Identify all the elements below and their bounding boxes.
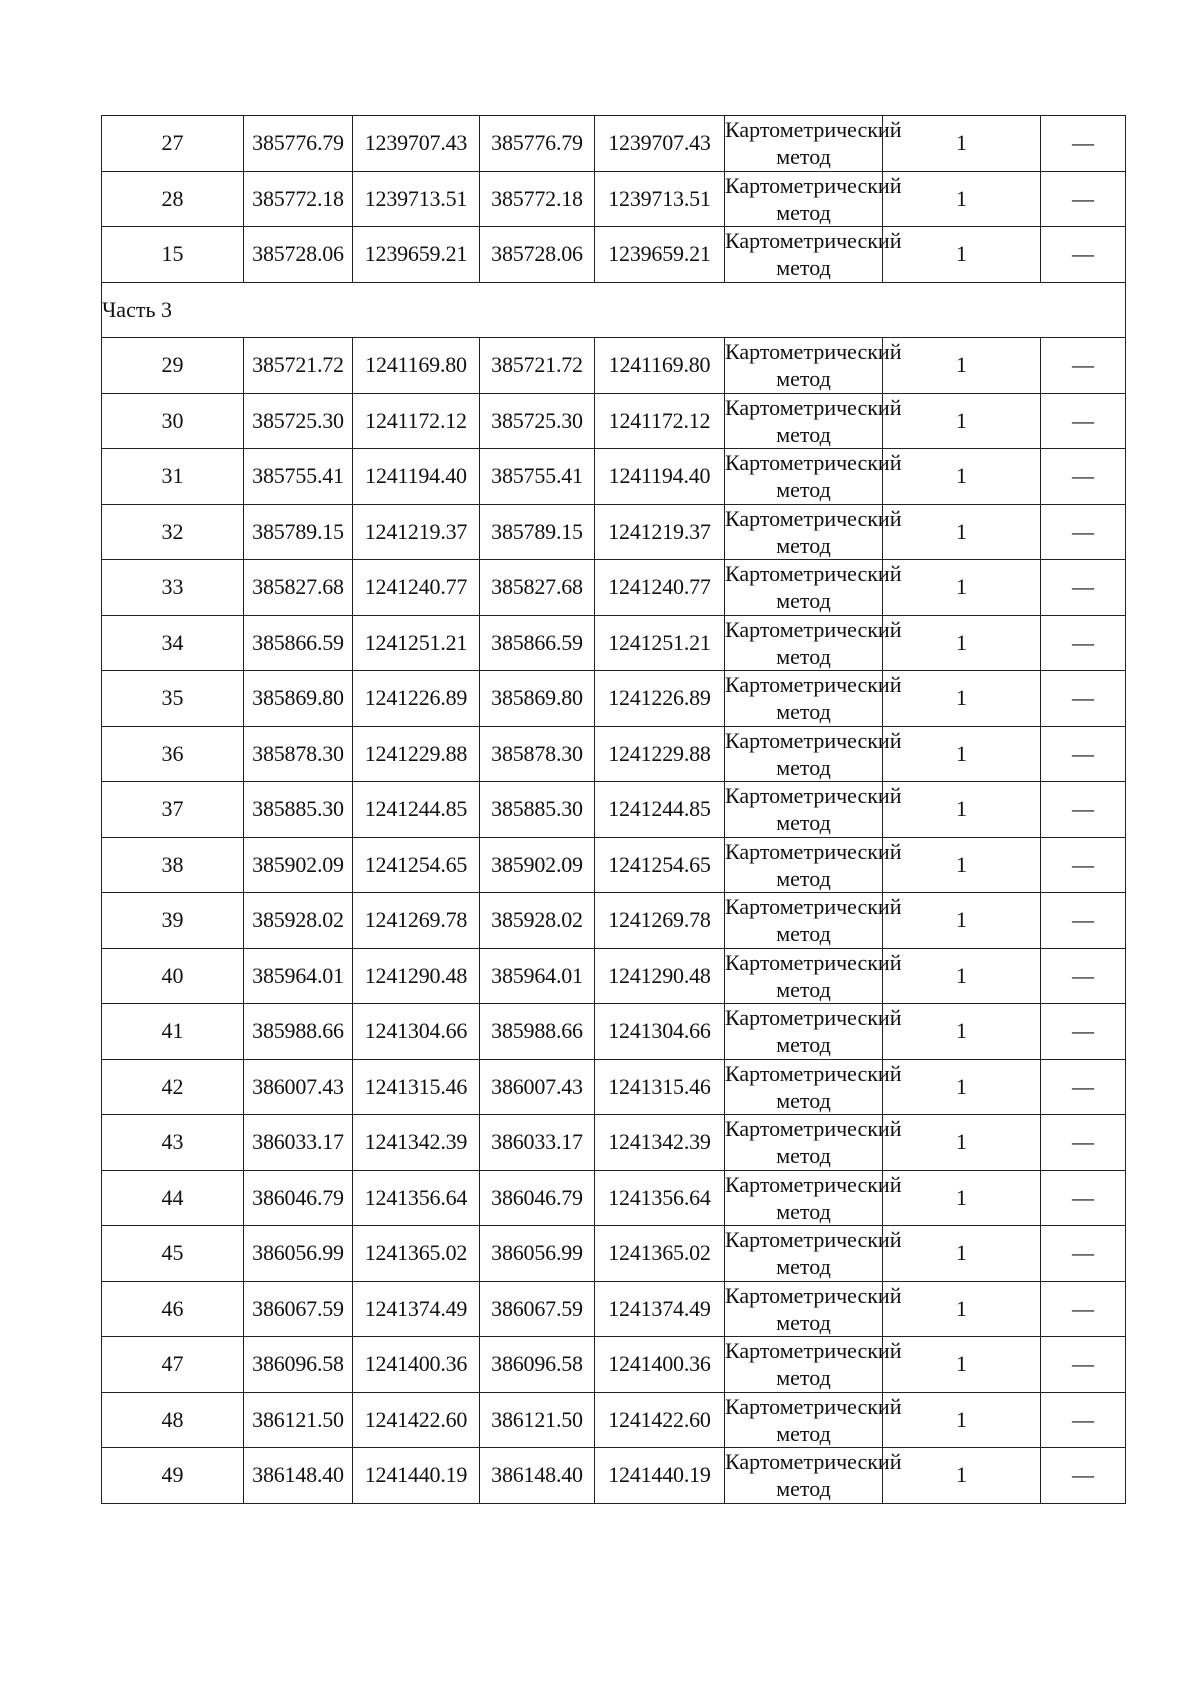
description-cell: — xyxy=(1041,449,1126,505)
point-number-cell: 27 xyxy=(102,116,244,172)
new-y-cell: 1241194.40 xyxy=(595,449,725,505)
accuracy-cell: 1 xyxy=(883,560,1041,616)
description-cell: — xyxy=(1041,1059,1126,1115)
point-number-cell: 34 xyxy=(102,615,244,671)
point-number-cell: 41 xyxy=(102,1004,244,1060)
accuracy-cell: 1 xyxy=(883,615,1041,671)
method-cell: Картометрический метод xyxy=(725,450,902,503)
new-x-cell: 385866.59 xyxy=(480,615,595,671)
point-number-cell: 47 xyxy=(102,1337,244,1393)
table-body-part-3-header xyxy=(102,282,1126,338)
existing-x-cell: 386056.99 xyxy=(244,1226,353,1282)
table-row xyxy=(102,560,1126,616)
method-cell: Картометрический метод xyxy=(725,894,902,947)
point-number-cell: 35 xyxy=(102,671,244,727)
new-x-cell: 385827.68 xyxy=(480,560,595,616)
existing-x-cell: 385964.01 xyxy=(244,948,353,1004)
existing-x-cell: 385721.72 xyxy=(244,338,353,394)
new-x-cell: 385721.72 xyxy=(480,338,595,394)
method-cell: Картометрический метод xyxy=(725,505,902,558)
new-x-cell: 385789.15 xyxy=(480,504,595,560)
method-cell: Картометрический метод xyxy=(725,838,902,891)
point-number-cell: 43 xyxy=(102,1115,244,1171)
point-number-cell: 31 xyxy=(102,449,244,505)
accuracy-cell: 1 xyxy=(883,782,1041,838)
new-y-cell: 1241269.78 xyxy=(595,893,725,949)
new-y-cell: 1241169.80 xyxy=(595,338,725,394)
point-number-cell: 33 xyxy=(102,560,244,616)
method-cell: Картометрический метод xyxy=(725,727,902,780)
new-y-cell: 1241400.36 xyxy=(595,1337,725,1393)
new-x-cell: 386033.17 xyxy=(480,1115,595,1171)
existing-x-cell: 385789.15 xyxy=(244,504,353,560)
existing-y-cell: 1241400.36 xyxy=(353,1337,480,1393)
description-cell: — xyxy=(1041,171,1126,227)
description-cell: — xyxy=(1041,726,1126,782)
table-row xyxy=(102,1226,1126,1282)
table-row xyxy=(102,338,1126,394)
existing-x-cell: 386046.79 xyxy=(244,1170,353,1226)
new-y-cell: 1241304.66 xyxy=(595,1004,725,1060)
point-number-cell: 48 xyxy=(102,1392,244,1448)
table-row xyxy=(102,1392,1126,1448)
new-y-cell: 1241422.60 xyxy=(595,1392,725,1448)
part-label: Часть 3 xyxy=(102,282,1126,338)
table-body-part-a xyxy=(102,116,1126,283)
accuracy-cell: 1 xyxy=(883,338,1041,394)
existing-y-cell: 1241304.66 xyxy=(353,1004,480,1060)
point-number-cell: 49 xyxy=(102,1448,244,1504)
existing-x-cell: 385776.79 xyxy=(244,116,353,172)
method-cell: Картометрический метод xyxy=(725,1227,902,1280)
method-cell: Картометрический метод xyxy=(725,672,902,725)
accuracy-cell: 1 xyxy=(883,1448,1041,1504)
point-number-cell: 44 xyxy=(102,1170,244,1226)
description-cell: — xyxy=(1041,1115,1126,1171)
method-cell: Картометрический метод xyxy=(725,1393,902,1446)
existing-y-cell: 1241356.64 xyxy=(353,1170,480,1226)
accuracy-cell: 1 xyxy=(883,227,1041,283)
description-cell: — xyxy=(1041,227,1126,283)
new-y-cell: 1239713.51 xyxy=(595,171,725,227)
method-cell: Картометрический метод xyxy=(725,1005,902,1058)
method-cell: Картометрический метод xyxy=(725,1282,902,1335)
new-y-cell: 1241440.19 xyxy=(595,1448,725,1504)
point-number-cell: 40 xyxy=(102,948,244,1004)
accuracy-cell: 1 xyxy=(883,1281,1041,1337)
new-y-cell: 1241219.37 xyxy=(595,504,725,560)
new-x-cell: 385988.66 xyxy=(480,1004,595,1060)
description-cell: — xyxy=(1041,1226,1126,1282)
new-y-cell: 1239659.21 xyxy=(595,227,725,283)
new-y-cell: 1241365.02 xyxy=(595,1226,725,1282)
point-number-cell: 39 xyxy=(102,893,244,949)
accuracy-cell: 1 xyxy=(883,116,1041,172)
existing-x-cell: 385827.68 xyxy=(244,560,353,616)
method-cell: Картометрический метод xyxy=(725,949,902,1002)
existing-x-cell: 385755.41 xyxy=(244,449,353,505)
new-y-cell: 1241254.65 xyxy=(595,837,725,893)
new-y-cell: 1241240.77 xyxy=(595,560,725,616)
description-cell: — xyxy=(1041,1448,1126,1504)
new-x-cell: 386096.58 xyxy=(480,1337,595,1393)
existing-x-cell: 385885.30 xyxy=(244,782,353,838)
accuracy-cell: 1 xyxy=(883,671,1041,727)
existing-y-cell: 1241422.60 xyxy=(353,1392,480,1448)
new-x-cell: 385878.30 xyxy=(480,726,595,782)
existing-x-cell: 385928.02 xyxy=(244,893,353,949)
existing-y-cell: 1241226.89 xyxy=(353,671,480,727)
table-row xyxy=(102,504,1126,560)
new-y-cell: 1241315.46 xyxy=(595,1059,725,1115)
new-y-cell: 1241290.48 xyxy=(595,948,725,1004)
new-x-cell: 386056.99 xyxy=(480,1226,595,1282)
method-cell: Картометрический метод xyxy=(725,172,902,225)
new-x-cell: 385776.79 xyxy=(480,116,595,172)
table-row xyxy=(102,837,1126,893)
description-cell: — xyxy=(1041,837,1126,893)
accuracy-cell: 1 xyxy=(883,1392,1041,1448)
new-x-cell: 385928.02 xyxy=(480,893,595,949)
table-row xyxy=(102,227,1126,283)
existing-x-cell: 386148.40 xyxy=(244,1448,353,1504)
existing-y-cell: 1241342.39 xyxy=(353,1115,480,1171)
existing-y-cell: 1239659.21 xyxy=(353,227,480,283)
new-y-cell: 1241342.39 xyxy=(595,1115,725,1171)
new-y-cell: 1241374.49 xyxy=(595,1281,725,1337)
accuracy-cell: 1 xyxy=(883,837,1041,893)
table-row xyxy=(102,671,1126,727)
existing-y-cell: 1241172.12 xyxy=(353,393,480,449)
existing-x-cell: 385878.30 xyxy=(244,726,353,782)
new-x-cell: 386121.50 xyxy=(480,1392,595,1448)
accuracy-cell: 1 xyxy=(883,171,1041,227)
accuracy-cell: 1 xyxy=(883,1059,1041,1115)
existing-y-cell: 1241169.80 xyxy=(353,338,480,394)
table-row xyxy=(102,1059,1126,1115)
description-cell: — xyxy=(1041,893,1126,949)
new-x-cell: 386007.43 xyxy=(480,1059,595,1115)
method-cell: Картометрический метод xyxy=(725,339,902,392)
new-x-cell: 385885.30 xyxy=(480,782,595,838)
table-row xyxy=(102,1170,1126,1226)
description-cell: — xyxy=(1041,782,1126,838)
point-number-cell: 28 xyxy=(102,171,244,227)
description-cell: — xyxy=(1041,1337,1126,1393)
part-label-row xyxy=(102,282,1126,338)
description-cell: — xyxy=(1041,338,1126,394)
new-y-cell: 1241244.85 xyxy=(595,782,725,838)
existing-y-cell: 1241365.02 xyxy=(353,1226,480,1282)
existing-y-cell: 1241240.77 xyxy=(353,560,480,616)
new-x-cell: 386067.59 xyxy=(480,1281,595,1337)
point-number-cell: 15 xyxy=(102,227,244,283)
point-number-cell: 42 xyxy=(102,1059,244,1115)
existing-y-cell: 1241269.78 xyxy=(353,893,480,949)
method-cell: Картометрический метод xyxy=(725,616,902,669)
point-number-cell: 32 xyxy=(102,504,244,560)
new-x-cell: 385755.41 xyxy=(480,449,595,505)
coordinates-table xyxy=(101,115,1126,1504)
new-x-cell: 385772.18 xyxy=(480,171,595,227)
method-cell: Картометрический метод xyxy=(725,1449,902,1502)
new-x-cell: 385964.01 xyxy=(480,948,595,1004)
existing-y-cell: 1241229.88 xyxy=(353,726,480,782)
existing-y-cell: 1241315.46 xyxy=(353,1059,480,1115)
table-row xyxy=(102,1337,1126,1393)
existing-x-cell: 386067.59 xyxy=(244,1281,353,1337)
description-cell: — xyxy=(1041,560,1126,616)
table-row xyxy=(102,726,1126,782)
existing-y-cell: 1239713.51 xyxy=(353,171,480,227)
existing-x-cell: 385772.18 xyxy=(244,171,353,227)
table-row xyxy=(102,393,1126,449)
accuracy-cell: 1 xyxy=(883,504,1041,560)
existing-x-cell: 385866.59 xyxy=(244,615,353,671)
accuracy-cell: 1 xyxy=(883,1337,1041,1393)
description-cell: — xyxy=(1041,504,1126,560)
point-number-cell: 45 xyxy=(102,1226,244,1282)
table-row xyxy=(102,1448,1126,1504)
method-cell: Картометрический метод xyxy=(725,1338,902,1391)
accuracy-cell: 1 xyxy=(883,449,1041,505)
accuracy-cell: 1 xyxy=(883,393,1041,449)
table-row xyxy=(102,893,1126,949)
point-number-cell: 30 xyxy=(102,393,244,449)
existing-x-cell: 385902.09 xyxy=(244,837,353,893)
point-number-cell: 46 xyxy=(102,1281,244,1337)
existing-y-cell: 1241290.48 xyxy=(353,948,480,1004)
existing-y-cell: 1241440.19 xyxy=(353,1448,480,1504)
new-y-cell: 1239707.43 xyxy=(595,116,725,172)
accuracy-cell: 1 xyxy=(883,1170,1041,1226)
existing-x-cell: 385988.66 xyxy=(244,1004,353,1060)
accuracy-cell: 1 xyxy=(883,893,1041,949)
new-y-cell: 1241229.88 xyxy=(595,726,725,782)
method-cell: Картометрический метод xyxy=(725,1171,902,1224)
existing-x-cell: 385728.06 xyxy=(244,227,353,283)
table-row xyxy=(102,782,1126,838)
point-number-cell: 37 xyxy=(102,782,244,838)
point-number-cell: 36 xyxy=(102,726,244,782)
point-number-cell: 29 xyxy=(102,338,244,394)
description-cell: — xyxy=(1041,1281,1126,1337)
new-y-cell: 1241356.64 xyxy=(595,1170,725,1226)
method-cell: Картометрический метод xyxy=(725,561,902,614)
new-x-cell: 385869.80 xyxy=(480,671,595,727)
existing-x-cell: 385869.80 xyxy=(244,671,353,727)
existing-y-cell: 1241251.21 xyxy=(353,615,480,671)
existing-x-cell: 386096.58 xyxy=(244,1337,353,1393)
method-cell: Картометрический метод xyxy=(725,783,902,836)
table-row xyxy=(102,116,1126,172)
description-cell: — xyxy=(1041,1392,1126,1448)
new-x-cell: 385902.09 xyxy=(480,837,595,893)
accuracy-cell: 1 xyxy=(883,1226,1041,1282)
existing-x-cell: 386033.17 xyxy=(244,1115,353,1171)
existing-y-cell: 1241374.49 xyxy=(353,1281,480,1337)
new-x-cell: 385725.30 xyxy=(480,393,595,449)
table-row xyxy=(102,1004,1126,1060)
accuracy-cell: 1 xyxy=(883,1004,1041,1060)
new-x-cell: 386148.40 xyxy=(480,1448,595,1504)
existing-y-cell: 1241244.85 xyxy=(353,782,480,838)
accuracy-cell: 1 xyxy=(883,1115,1041,1171)
description-cell: — xyxy=(1041,671,1126,727)
table-row xyxy=(102,171,1126,227)
new-y-cell: 1241251.21 xyxy=(595,615,725,671)
new-y-cell: 1241172.12 xyxy=(595,393,725,449)
method-cell: Картометрический метод xyxy=(725,1060,902,1113)
table-body-part-3 xyxy=(102,338,1126,1504)
new-x-cell: 385728.06 xyxy=(480,227,595,283)
new-y-cell: 1241226.89 xyxy=(595,671,725,727)
description-cell: — xyxy=(1041,1170,1126,1226)
new-x-cell: 386046.79 xyxy=(480,1170,595,1226)
table-row xyxy=(102,1115,1126,1171)
existing-x-cell: 386121.50 xyxy=(244,1392,353,1448)
table-row xyxy=(102,615,1126,671)
accuracy-cell: 1 xyxy=(883,726,1041,782)
description-cell: — xyxy=(1041,393,1126,449)
description-cell: — xyxy=(1041,116,1126,172)
existing-y-cell: 1239707.43 xyxy=(353,116,480,172)
existing-x-cell: 385725.30 xyxy=(244,393,353,449)
method-cell: Картометрический метод xyxy=(725,394,902,447)
accuracy-cell: 1 xyxy=(883,948,1041,1004)
existing-y-cell: 1241194.40 xyxy=(353,449,480,505)
existing-y-cell: 1241254.65 xyxy=(353,837,480,893)
table-row xyxy=(102,948,1126,1004)
method-cell: Картометрический метод xyxy=(725,1116,902,1169)
existing-y-cell: 1241219.37 xyxy=(353,504,480,560)
table-row xyxy=(102,449,1126,505)
point-number-cell: 38 xyxy=(102,837,244,893)
description-cell: — xyxy=(1041,615,1126,671)
method-cell: Картометрический метод xyxy=(725,117,902,170)
method-cell: Картометрический метод xyxy=(725,228,902,281)
description-cell: — xyxy=(1041,948,1126,1004)
description-cell: — xyxy=(1041,1004,1126,1060)
existing-x-cell: 386007.43 xyxy=(244,1059,353,1115)
table-row xyxy=(102,1281,1126,1337)
